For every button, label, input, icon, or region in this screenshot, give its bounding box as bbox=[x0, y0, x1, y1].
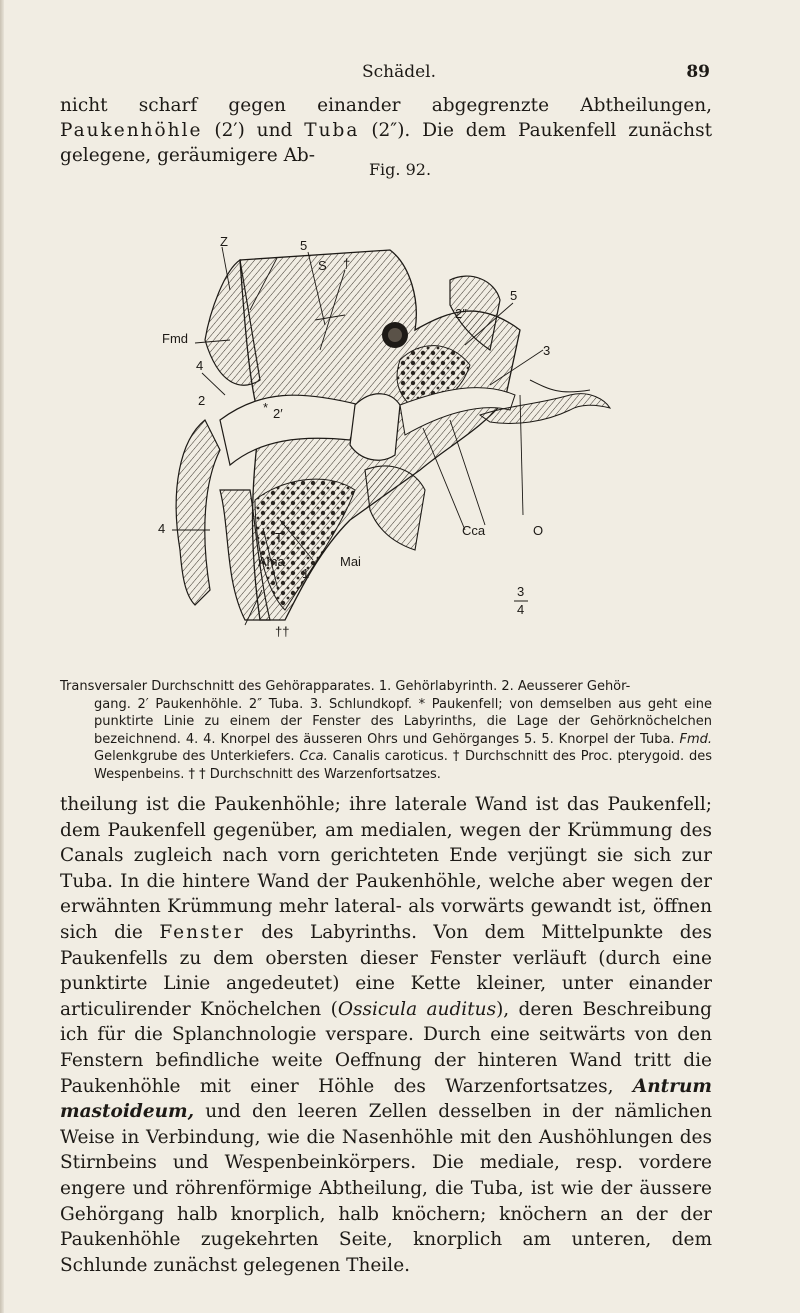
fig-label-dagger: † bbox=[343, 256, 351, 271]
outer-ear-cartilage bbox=[176, 420, 220, 605]
fig-label-mai: Mai bbox=[340, 554, 361, 569]
fig-label-fraction-num: 3 bbox=[517, 584, 525, 599]
fig-label-s: S bbox=[318, 258, 327, 273]
fig-label-star: * bbox=[263, 400, 269, 415]
caption-line-1: Transversaler Durchschnitt des Gehörapparates. 1. Gehörlabyrinth. 2. Aeusserer Gehör- bbox=[60, 679, 631, 694]
fig-label-5-top: 5 bbox=[300, 238, 308, 253]
caption-fmd-abbr: Fmd. bbox=[679, 731, 712, 747]
intro-text-3: (2″). Die dem Paukenfell zunächst gelegene, geräumigere Ab- bbox=[60, 120, 712, 166]
term-ossicula-auditus: Ossicula auditus bbox=[337, 998, 497, 1020]
fig-label-ama: Ama bbox=[258, 554, 285, 569]
term-antrum-mastoideum: Antrum mastoideum, bbox=[60, 1075, 712, 1123]
intro-text-1: nicht scharf gegen einander abgegrenzte Abtheilungen, bbox=[60, 95, 712, 116]
fig-label-fraction-den: 4 bbox=[517, 602, 525, 617]
page-edge bbox=[0, 0, 4, 1313]
caption-body bbox=[60, 696, 712, 784]
intro-text-2: (2′) und bbox=[214, 120, 293, 141]
body-paragraph bbox=[60, 792, 712, 1278]
fig-label-cca: Cca bbox=[462, 523, 486, 538]
fig-label-2-prime: 2′ bbox=[273, 406, 283, 421]
fig-label-1: 1 bbox=[302, 566, 310, 581]
fig-label-2: 2 bbox=[198, 393, 206, 408]
tympanic-cavity bbox=[350, 394, 400, 460]
caption-rest: gang. 2′ Paukenhöhle. 2″ Tuba. 3. Schlundkopf. * Paukenfell; von demselben aus geht eine punktirte Linie zu einem der Fenster des Labyrinths, die Lage der Gehörknöchelchen bezeichnend. 4. 4. Knorpel des äusseren Ohrs und Gehörganges 5. 5. Knorpel der Tuba. bbox=[94, 696, 712, 747]
body-text-4: und den leeren Zellen desselben in der nämlichen Weise in Verbindung, wie die Nasenhöhle mit den Aushöhlungen des Stirnbeins und Wespenbeinkörpers. Die mediale, resp. vordere engere und röhrenförmige Abtheilung, die Tuba, ist wie der äussere Gehörgang halb knorplich, halb knöchern; knöchern an der der Paukenhöhle zugekehrten Seite, knorplich am unteren, dem Schlunde zunächst gelegenen Theile. bbox=[60, 1101, 712, 1276]
term-fenster: Fenster bbox=[159, 921, 245, 943]
fig-label-o: O bbox=[533, 523, 544, 538]
intro-paragraph bbox=[60, 93, 712, 168]
main-body-text bbox=[60, 792, 712, 1278]
fig-label-2-double: 2″ bbox=[455, 306, 467, 321]
caption-cca-abbr: Cca. bbox=[299, 749, 328, 764]
body-text-2: des Labyrinths. Von dem Mittelpunkte des Paukenfells zu dem obersten dieser Fenster verläuft (durch eine punktirte Linie angedeutet) eine Kette kleiner, unter einander articulirender Knöchelchen ( bbox=[60, 921, 712, 1020]
caption-cca-text: Canalis caroticus. † Durchschnitt des Proc. pterygoid. des Wespenbeins. † † Durchschnitt des Warzenfortsatzes. bbox=[94, 749, 712, 782]
fig-label-double-dagger: †† bbox=[275, 624, 290, 639]
running-head bbox=[88, 62, 710, 84]
fig-label-3: 3 bbox=[543, 343, 551, 358]
figure-number: Fig. 92. bbox=[368, 160, 432, 179]
fig-label-fmd: Fmd bbox=[162, 331, 188, 346]
anatomical-figure bbox=[150, 190, 670, 650]
caption-fmd-text: Gelenkgrube des Unterkiefers. bbox=[94, 749, 295, 764]
figure-caption bbox=[60, 678, 712, 783]
term-tuba: Tuba bbox=[304, 120, 360, 141]
body-text-3: ), deren Beschreibung ich für die Splanchnologie verspare. Durch eine seitwärts von den Fenstern befindliche weite Oeffnung der hinteren Wand tritt die Paukenhöhle mit einer Höhle des Warzenfortsatzes, bbox=[60, 998, 712, 1097]
body-text-1: theilung ist die Paukenhöhle; ihre laterale Wand ist das Paukenfell; dem Paukenfell gegenüber, am medialen, wegen der Krümmung des Canals zugleich nach vorn gerichteten Ende verjüngt sie sich zur Tuba. In die hintere Wand der Paukenhöhle, welche aber wegen der erwähnten Krümmung mehr lateral- als vorwärts gewandt ist, öffnen sich die bbox=[60, 794, 712, 943]
fig-label-z: Z bbox=[220, 234, 228, 249]
fig-label-5-right: 5 bbox=[510, 288, 518, 303]
running-title: Schädel. bbox=[361, 62, 437, 82]
ear-cross-section-drawing bbox=[150, 190, 670, 650]
pterygoid-section bbox=[365, 466, 425, 550]
term-paukenhoehle: Paukenhöhle bbox=[60, 120, 203, 141]
fig-label-4-left: 4 bbox=[158, 521, 166, 536]
fig-label-t: T bbox=[275, 530, 283, 545]
fig-label-4-upper: 4 bbox=[196, 358, 204, 373]
page-number: 89 bbox=[686, 62, 710, 82]
